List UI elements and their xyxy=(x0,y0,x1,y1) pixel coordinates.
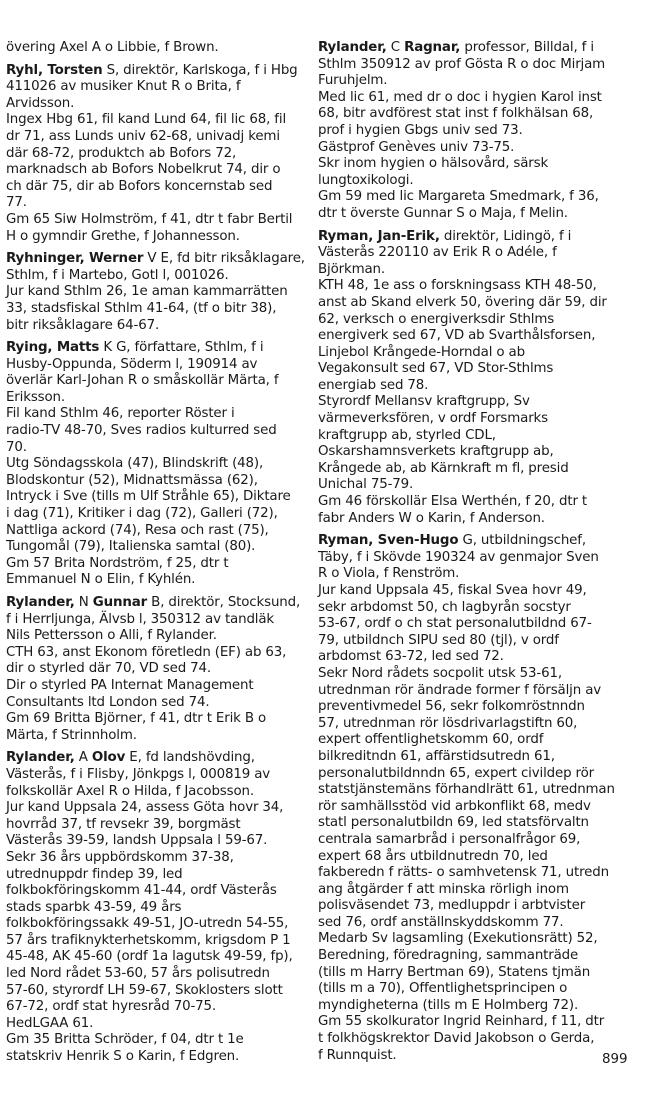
entry-line xyxy=(318,57,618,74)
entry-line xyxy=(6,301,302,318)
entry-text: Nattliga ackord (74), Resa och rast (75), xyxy=(6,522,269,538)
entry-line xyxy=(6,440,302,457)
entry-text: 79, utbildnch SIPU sed 80 (tjl), v ordf xyxy=(318,632,559,648)
person-name: Ryhninger, Werner xyxy=(6,251,144,267)
entry-text: överlär Karl-Johan R o småskollär Märta, f xyxy=(6,373,279,389)
entry-text: värmeverksfören, v ordf Forsmarks xyxy=(318,411,548,427)
biography-entry xyxy=(318,533,618,1064)
entry-line xyxy=(318,600,618,617)
entry-line xyxy=(6,933,302,950)
entry-text: Krångede ab, ab Kärnkraft m fl, presid xyxy=(318,460,569,476)
entry-text: Jur kand Uppsala 24, assess Göta hovr 34, xyxy=(6,800,284,816)
entry-line xyxy=(6,129,302,146)
entry-line xyxy=(6,179,302,196)
entry-line xyxy=(318,73,618,90)
entry-line xyxy=(6,628,302,645)
person-name: Olov xyxy=(91,750,126,766)
entry-text: prof i hygien Gbgs univ sed 73. xyxy=(318,122,523,138)
entry-text: centrala samarbråd i personalfrågor 69, xyxy=(318,831,581,847)
biography-entry xyxy=(6,595,302,744)
entry-text: kraftgrupp ab, styrled CDL, xyxy=(318,427,496,443)
entry-line xyxy=(318,189,618,206)
entry-line xyxy=(318,394,618,411)
entry-line xyxy=(318,666,618,683)
entry-text: marknadsch ab Bofors Nobelkrut 74, dir o xyxy=(6,162,281,178)
entry-text: CTH 63, anst Ekonom företledn (EF) ab 63, xyxy=(6,644,287,660)
entry-line xyxy=(318,931,618,948)
entry-text: Fil kand Sthlm 46, reporter Röster i xyxy=(6,406,235,422)
entry-line xyxy=(318,965,618,982)
entry-text: Eriksson. xyxy=(6,389,65,405)
entry-line xyxy=(6,539,302,556)
entry-line xyxy=(6,1049,302,1066)
entry-line xyxy=(318,123,618,140)
entry-text: polisväsendet 73, medluppdr i arbtvister xyxy=(318,898,586,914)
entry-line xyxy=(318,1048,618,1065)
entry-text: Gm 35 Britta Schröder, f 04, dtr t 1e xyxy=(6,1032,244,1048)
entry-line xyxy=(6,556,302,573)
entry-text: Björkman. xyxy=(318,261,386,277)
entry-text: folkbokföringssakk 49-51, JO-utredn 54-55, xyxy=(6,916,289,932)
person-name: Rying, Matts xyxy=(6,340,100,356)
entry-text: Oskarshamnsverkets kraftgrupp ab, xyxy=(318,444,554,460)
entry-line xyxy=(6,800,302,817)
entry-text: Sthlm 350912 av prof Gösta R o doc Mirjam xyxy=(318,56,606,72)
entry-text: statl personalutbildn 69, led statsförvaltn xyxy=(318,815,589,831)
entry-text: Sekr Nord rådets socpolit utsk 53-61, xyxy=(318,665,562,681)
entry-line xyxy=(6,162,302,179)
entry-line xyxy=(6,318,302,335)
entry-text: Skr inom hygien o hälsovård, särsk xyxy=(318,156,549,172)
entry-line xyxy=(6,146,302,163)
entry-line xyxy=(6,784,302,801)
entry-line xyxy=(6,612,302,629)
entry-line xyxy=(318,206,618,223)
entry-line xyxy=(318,494,618,511)
entry-text: HedLGAA 61. xyxy=(6,1015,94,1031)
entry-text: utrednuppdr findep 39, led xyxy=(6,866,183,882)
entry-text: dir o styrled där 70, VD sed 74. xyxy=(6,661,212,677)
entry-text: B, direktör, Stocksund, xyxy=(147,595,301,610)
entry-text: Västerås, f i Flisby, Jönkpgs l, 000819 av xyxy=(6,766,271,782)
biography-entry xyxy=(6,340,302,589)
biography-entry xyxy=(6,40,302,57)
person-name: Ryhl, Torsten xyxy=(6,62,103,78)
entry-text: sed 76, ordf anställnskyddskomm 77. xyxy=(318,914,564,930)
entry-text: Sekr 36 års uppbördskomm 37-38, xyxy=(6,849,234,865)
entry-text: expert 68 års utbildnutredn 70, led xyxy=(318,848,548,864)
entry-text: Jur kand Uppsala 45, fiskal Svea hovr 49, xyxy=(318,583,587,598)
entry-line xyxy=(318,40,618,57)
entry-text: Consultants ltd London sed 74. xyxy=(6,694,210,710)
entry-text: Gästprof Genèves univ 73-75. xyxy=(318,139,515,155)
entry-line xyxy=(318,245,618,262)
biography-entry xyxy=(6,63,302,246)
entry-line xyxy=(318,865,618,882)
entry-text: G, utbildningschef, xyxy=(458,533,586,549)
entry-text: radio-TV 48-70, Sves radios kulturred sed xyxy=(6,423,277,439)
entry-text: Jur kand Sthlm 26, 1e aman kammarrätten xyxy=(6,284,288,300)
entry-text: R o Viola, f Renström. xyxy=(318,566,460,582)
entry-text: sekr arbdomst 50, ch lagbyrån socstyr xyxy=(318,599,571,615)
entry-line xyxy=(318,106,618,123)
entry-line xyxy=(6,229,302,246)
left-column xyxy=(6,40,305,1072)
entry-line xyxy=(318,882,618,899)
entry-line xyxy=(318,799,618,816)
entry-line xyxy=(6,195,302,212)
entry-line xyxy=(318,683,618,700)
entry-line xyxy=(318,533,618,550)
entry-text: anst ab Skand elverk 50, övering där 59, dir xyxy=(318,294,607,310)
entry-line xyxy=(6,817,302,834)
entry-line xyxy=(6,983,302,1000)
entry-line xyxy=(6,711,302,728)
entry-line xyxy=(318,411,618,428)
entry-line xyxy=(6,63,302,80)
entry-line xyxy=(318,566,618,583)
entry-text: 68, bitr avdförest stat inst f folkhälsan 68, xyxy=(318,106,594,122)
entry-line xyxy=(318,782,618,799)
entry-line xyxy=(6,1016,302,1033)
entry-text: folkskollär Axel R o Hilda, f Jacobsson. xyxy=(6,783,254,799)
entry-text: led Nord rådet 53-60, 57 års polisutredn xyxy=(6,966,270,982)
entry-line xyxy=(6,251,305,268)
person-name: Rylander, xyxy=(318,40,387,55)
person-name: Ragnar, xyxy=(404,40,461,55)
entry-line xyxy=(318,633,618,650)
entry-line xyxy=(318,361,618,378)
entry-line xyxy=(6,284,302,301)
entry-text: utrednman rör ändrade former f försäljn av xyxy=(318,682,602,698)
entry-text: personalutbildnndn 65, expert civildep rör xyxy=(318,765,595,781)
entry-line xyxy=(6,595,302,612)
person-name: Gunnar xyxy=(92,595,148,610)
entry-text: Husby-Oppunda, Söderm l, 190914 av xyxy=(6,356,258,372)
entry-text: statstjänstemäns förhandlrätt 61, utrednman xyxy=(318,782,615,798)
entry-text: Sthlm, f i Martebo, Gotl l, 001026. xyxy=(6,267,229,283)
entry-line xyxy=(318,832,618,849)
entry-text: hovrråd 37, tf revsekr 39, borgmäst xyxy=(6,816,241,832)
entry-text: Medarb Sv lagsamling (Exekutionsrätt) 52, xyxy=(318,931,598,947)
entry-line xyxy=(6,489,302,506)
biography-entry xyxy=(6,251,305,334)
entry-text: bilkreditndn 61, affärstidsutredn 61, xyxy=(318,748,555,764)
entry-line xyxy=(6,999,302,1016)
entry-text: där 68-72, produktch ab Bofors 72, xyxy=(6,145,237,161)
entry-line xyxy=(6,728,302,745)
entry-text: f Runnquist. xyxy=(318,1047,397,1063)
entry-line xyxy=(6,833,302,850)
biography-entry xyxy=(6,750,302,1065)
entry-line xyxy=(6,456,302,473)
entry-line xyxy=(6,506,302,523)
entry-text: C xyxy=(386,40,405,55)
entry-line xyxy=(6,867,302,884)
entry-line xyxy=(6,340,302,357)
entry-line xyxy=(6,406,302,423)
entry-line xyxy=(318,583,618,600)
entry-line xyxy=(318,312,618,329)
entry-line xyxy=(6,883,302,900)
entry-line xyxy=(6,916,302,933)
entry-line xyxy=(6,767,302,784)
entry-line xyxy=(318,173,618,190)
entry-text: H o gymndir Grethe, f Johannesson. xyxy=(6,228,240,244)
entry-text: Gm 65 Siw Holmström, f 41, dtr t fabr Bertil xyxy=(6,211,293,227)
entry-text: Blodskontur (52), Midnattsmässa (62), xyxy=(6,472,258,488)
entry-text: 45-48, AK 45-60 (ordf 1a lagutsk 49-59, fp), xyxy=(6,949,293,965)
entry-line xyxy=(318,328,618,345)
entry-text: 53-67, ordf o ch stat personalutbildnd 67- xyxy=(318,616,592,632)
entry-text: myndigheterna (tills m E Holmberg 72). xyxy=(318,997,579,1013)
entry-line xyxy=(6,645,302,662)
entry-text: stads sparbk 43-59, 49 års xyxy=(6,899,182,915)
entry-line xyxy=(6,750,302,767)
person-name: Rylander, xyxy=(6,750,75,766)
entry-text: Gm 69 Britta Björner, f 41, dtr t Erik B o xyxy=(6,711,267,727)
entry-text: E, fd landshövding, xyxy=(125,750,255,766)
entry-line xyxy=(6,695,302,712)
entry-line xyxy=(318,345,618,362)
entry-text: Med lic 61, med dr o doc i hygien Karol inst xyxy=(318,89,602,105)
entry-text: rör samhällsstöd vid arbkonflikt 68, medv xyxy=(318,798,591,814)
entry-text: V E, fd bitr riksåklagare, xyxy=(143,251,305,267)
entry-text: ch där 75, dir ab Bofors koncernstab sed xyxy=(6,178,273,194)
entry-text: 57 års trafiknykterhetskomm, krigsdom P 1 xyxy=(6,932,291,948)
person-name: Rylander, xyxy=(6,595,75,610)
entry-text: S, direktör, Karlskoga, f i Hbg xyxy=(102,62,298,78)
entry-text: fakberedn f rätts- o samhvetensk 71, utredn xyxy=(318,865,609,881)
entry-line xyxy=(6,373,302,390)
entry-line xyxy=(318,749,618,766)
person-name: Ryman, Sven-Hugo xyxy=(318,533,459,549)
entry-text: Styrordf Mellansv kraftgrupp, Sv xyxy=(318,394,530,410)
entry-text: dr 71, ass Lunds univ 62-68, univadj kemi xyxy=(6,128,280,144)
entry-text: fabr Anders W o Karin, f Anderson. xyxy=(318,510,545,526)
entry-line xyxy=(6,572,302,589)
entry-text: Gm 46 förskollär Elsa Werthén, f 20, dtr t xyxy=(318,494,588,510)
entry-text: (tills m Harry Bertman 69), Statens tjmän xyxy=(318,964,591,980)
entry-text: expert offentlighetskomm 60, ordf xyxy=(318,732,544,748)
entry-line xyxy=(6,423,302,440)
entry-text: Arvidsson. xyxy=(6,95,75,111)
entry-line xyxy=(318,766,618,783)
entry-line xyxy=(6,212,302,229)
entry-line xyxy=(318,140,618,157)
entry-text: Gm 57 Brita Nordström, f 25, dtr t xyxy=(6,555,229,571)
entry-line xyxy=(6,900,302,917)
entry-line xyxy=(6,661,302,678)
entry-text: Västerås 220110 av Erik R o Adéle, f xyxy=(318,245,557,261)
entry-text: dtr t överste Gunnar S o Maja, f Melin. xyxy=(318,205,568,221)
entry-line xyxy=(6,1032,302,1049)
entry-text: Ingex Hbg 61, fil kand Lund 64, fil lic 68, fil xyxy=(6,112,287,128)
entry-text: 67-72, ordf stat hyresråd 70-75. xyxy=(6,999,216,1015)
entry-text: Täby, f i Skövde 190324 av genmajor Sven xyxy=(318,549,599,565)
entry-line xyxy=(318,1014,618,1031)
entry-line xyxy=(318,278,618,295)
entry-line xyxy=(6,523,302,540)
entry-line xyxy=(318,616,618,633)
person-name: Ryman, Jan-Erik, xyxy=(318,228,440,244)
entry-text: KTH 48, 1e ass o forskningsass KTH 48-50, xyxy=(318,278,597,294)
entry-text: A xyxy=(74,750,92,766)
entry-line xyxy=(318,849,618,866)
entry-text: statskriv Henrik S o Karin, f Edgren. xyxy=(6,1049,240,1065)
entry-line xyxy=(318,716,618,733)
entry-line xyxy=(318,948,618,965)
entry-line xyxy=(318,461,618,478)
entry-text: bitr riksåklagare 64-67. xyxy=(6,317,160,333)
entry-text: Vegakonsult sed 67, VD Stor-Sthlms xyxy=(318,361,554,377)
biography-entry xyxy=(318,40,618,223)
entry-line xyxy=(318,90,618,107)
entry-text: övering Axel A o Libbie, f Brown. xyxy=(6,40,219,55)
entry-line xyxy=(6,473,302,490)
entry-text: 33, stadsfiskal Sthlm 41-64, (tf o bitr 38), xyxy=(6,300,277,316)
entry-text: folkbokföringskomm 41-44, ordf Västerås xyxy=(6,883,277,899)
entry-text: professor, Billdal, f i xyxy=(460,40,594,55)
entry-text: energiab sed 78. xyxy=(318,377,429,393)
right-column xyxy=(318,40,618,1070)
entry-line xyxy=(318,229,618,246)
entry-text: ang åtgärder f att minska rörligh inom xyxy=(318,881,569,897)
entry-line xyxy=(318,156,618,173)
entry-text: Tungomål (79), Italienska samtal (80). xyxy=(6,539,256,555)
entry-line xyxy=(318,649,618,666)
entry-line xyxy=(318,511,618,528)
entry-line xyxy=(6,850,302,867)
entry-text: 57-60, styrordf LH 59-67, Skoklosters slott xyxy=(6,982,283,998)
entry-text: Gm 55 skolkurator Ingrid Reinhard, f 11, dtr xyxy=(318,1014,605,1030)
entry-line xyxy=(6,79,302,96)
entry-text: Unichal 75-79. xyxy=(318,477,414,493)
entry-line xyxy=(318,477,618,494)
entry-text: Märta, f Strinnholm. xyxy=(6,727,137,743)
entry-text: Intryck i Sve (tills m Ulf Stråhle 65), Diktare xyxy=(6,489,291,505)
entry-text: N xyxy=(74,595,93,610)
entry-line xyxy=(6,678,302,695)
entry-text: i dag (71), Kritiker i dag (72), Galleri (72), xyxy=(6,506,278,522)
entry-text: t folkhögskrektor David Jakobson o Gerda, xyxy=(318,1031,595,1047)
entry-line xyxy=(318,981,618,998)
entry-text: preventivmedel 56, sekr folkomröstnndn xyxy=(318,699,585,715)
entry-text: Västerås 39-59, landsh Uppsala l 59-67. xyxy=(6,833,268,849)
entry-text: lungtoxikologi. xyxy=(318,172,414,188)
entry-text: energiverk sed 67, VD ab Svarthålsforsen, xyxy=(318,328,596,344)
biography-entry xyxy=(318,229,618,528)
entry-text: 62, verksch o energiverksdir Sthlms xyxy=(318,311,555,327)
entry-text: Linjebol Krångede-Horndal o ab xyxy=(318,344,525,360)
entry-line xyxy=(318,1031,618,1048)
entry-line xyxy=(318,262,618,279)
entry-line xyxy=(6,96,302,113)
entry-line xyxy=(6,268,302,285)
entry-line xyxy=(318,550,618,567)
entry-text: Emmanuel N o Elin, f Kyhlén. xyxy=(6,572,196,588)
entry-text: arbdomst 63-72, led sed 72. xyxy=(318,649,504,665)
entry-line xyxy=(318,732,618,749)
entry-line xyxy=(6,112,302,129)
page-number: 899 xyxy=(602,1052,628,1067)
entry-text: direktör, Lidingö, f i xyxy=(439,228,572,244)
entry-text: Furuhjelm. xyxy=(318,73,388,89)
entry-text: Beredning, föredragning, sammanträde xyxy=(318,948,579,964)
entry-line xyxy=(318,378,618,395)
entry-line xyxy=(318,444,618,461)
entry-line xyxy=(6,40,302,57)
entry-text: Utg Söndagsskola (47), Blindskrift (48), xyxy=(6,456,264,472)
entry-text: 70. xyxy=(6,439,27,455)
entry-line xyxy=(318,998,618,1015)
entry-text: 411026 av musiker Knut R o Brita, f xyxy=(6,79,241,95)
entry-text: Dir o styrled PA Internat Management xyxy=(6,677,254,693)
entry-line xyxy=(6,357,302,374)
entry-text: (tills m a 70), Offentlighetsprincipen o xyxy=(318,981,568,997)
entry-text: 57, utrednman rör lösdrivarlagstiftn 60, xyxy=(318,715,578,731)
entry-line xyxy=(318,295,618,312)
entry-line xyxy=(318,699,618,716)
entry-line xyxy=(318,428,618,445)
entry-text: f i Herrljunga, Älvsb l, 350312 av tandläk xyxy=(6,611,275,627)
entry-line xyxy=(318,898,618,915)
entry-text: 77. xyxy=(6,195,27,211)
entry-line xyxy=(6,949,302,966)
entry-line xyxy=(6,966,302,983)
entry-line xyxy=(318,815,618,832)
entry-line xyxy=(318,915,618,932)
entry-text: Gm 59 med lic Margareta Smedmark, f 36, xyxy=(318,189,599,205)
entry-text: Nils Pettersson o Alli, f Rylander. xyxy=(6,628,217,644)
entry-text: K G, författare, Sthlm, f i xyxy=(99,340,264,356)
entry-line xyxy=(6,390,302,407)
